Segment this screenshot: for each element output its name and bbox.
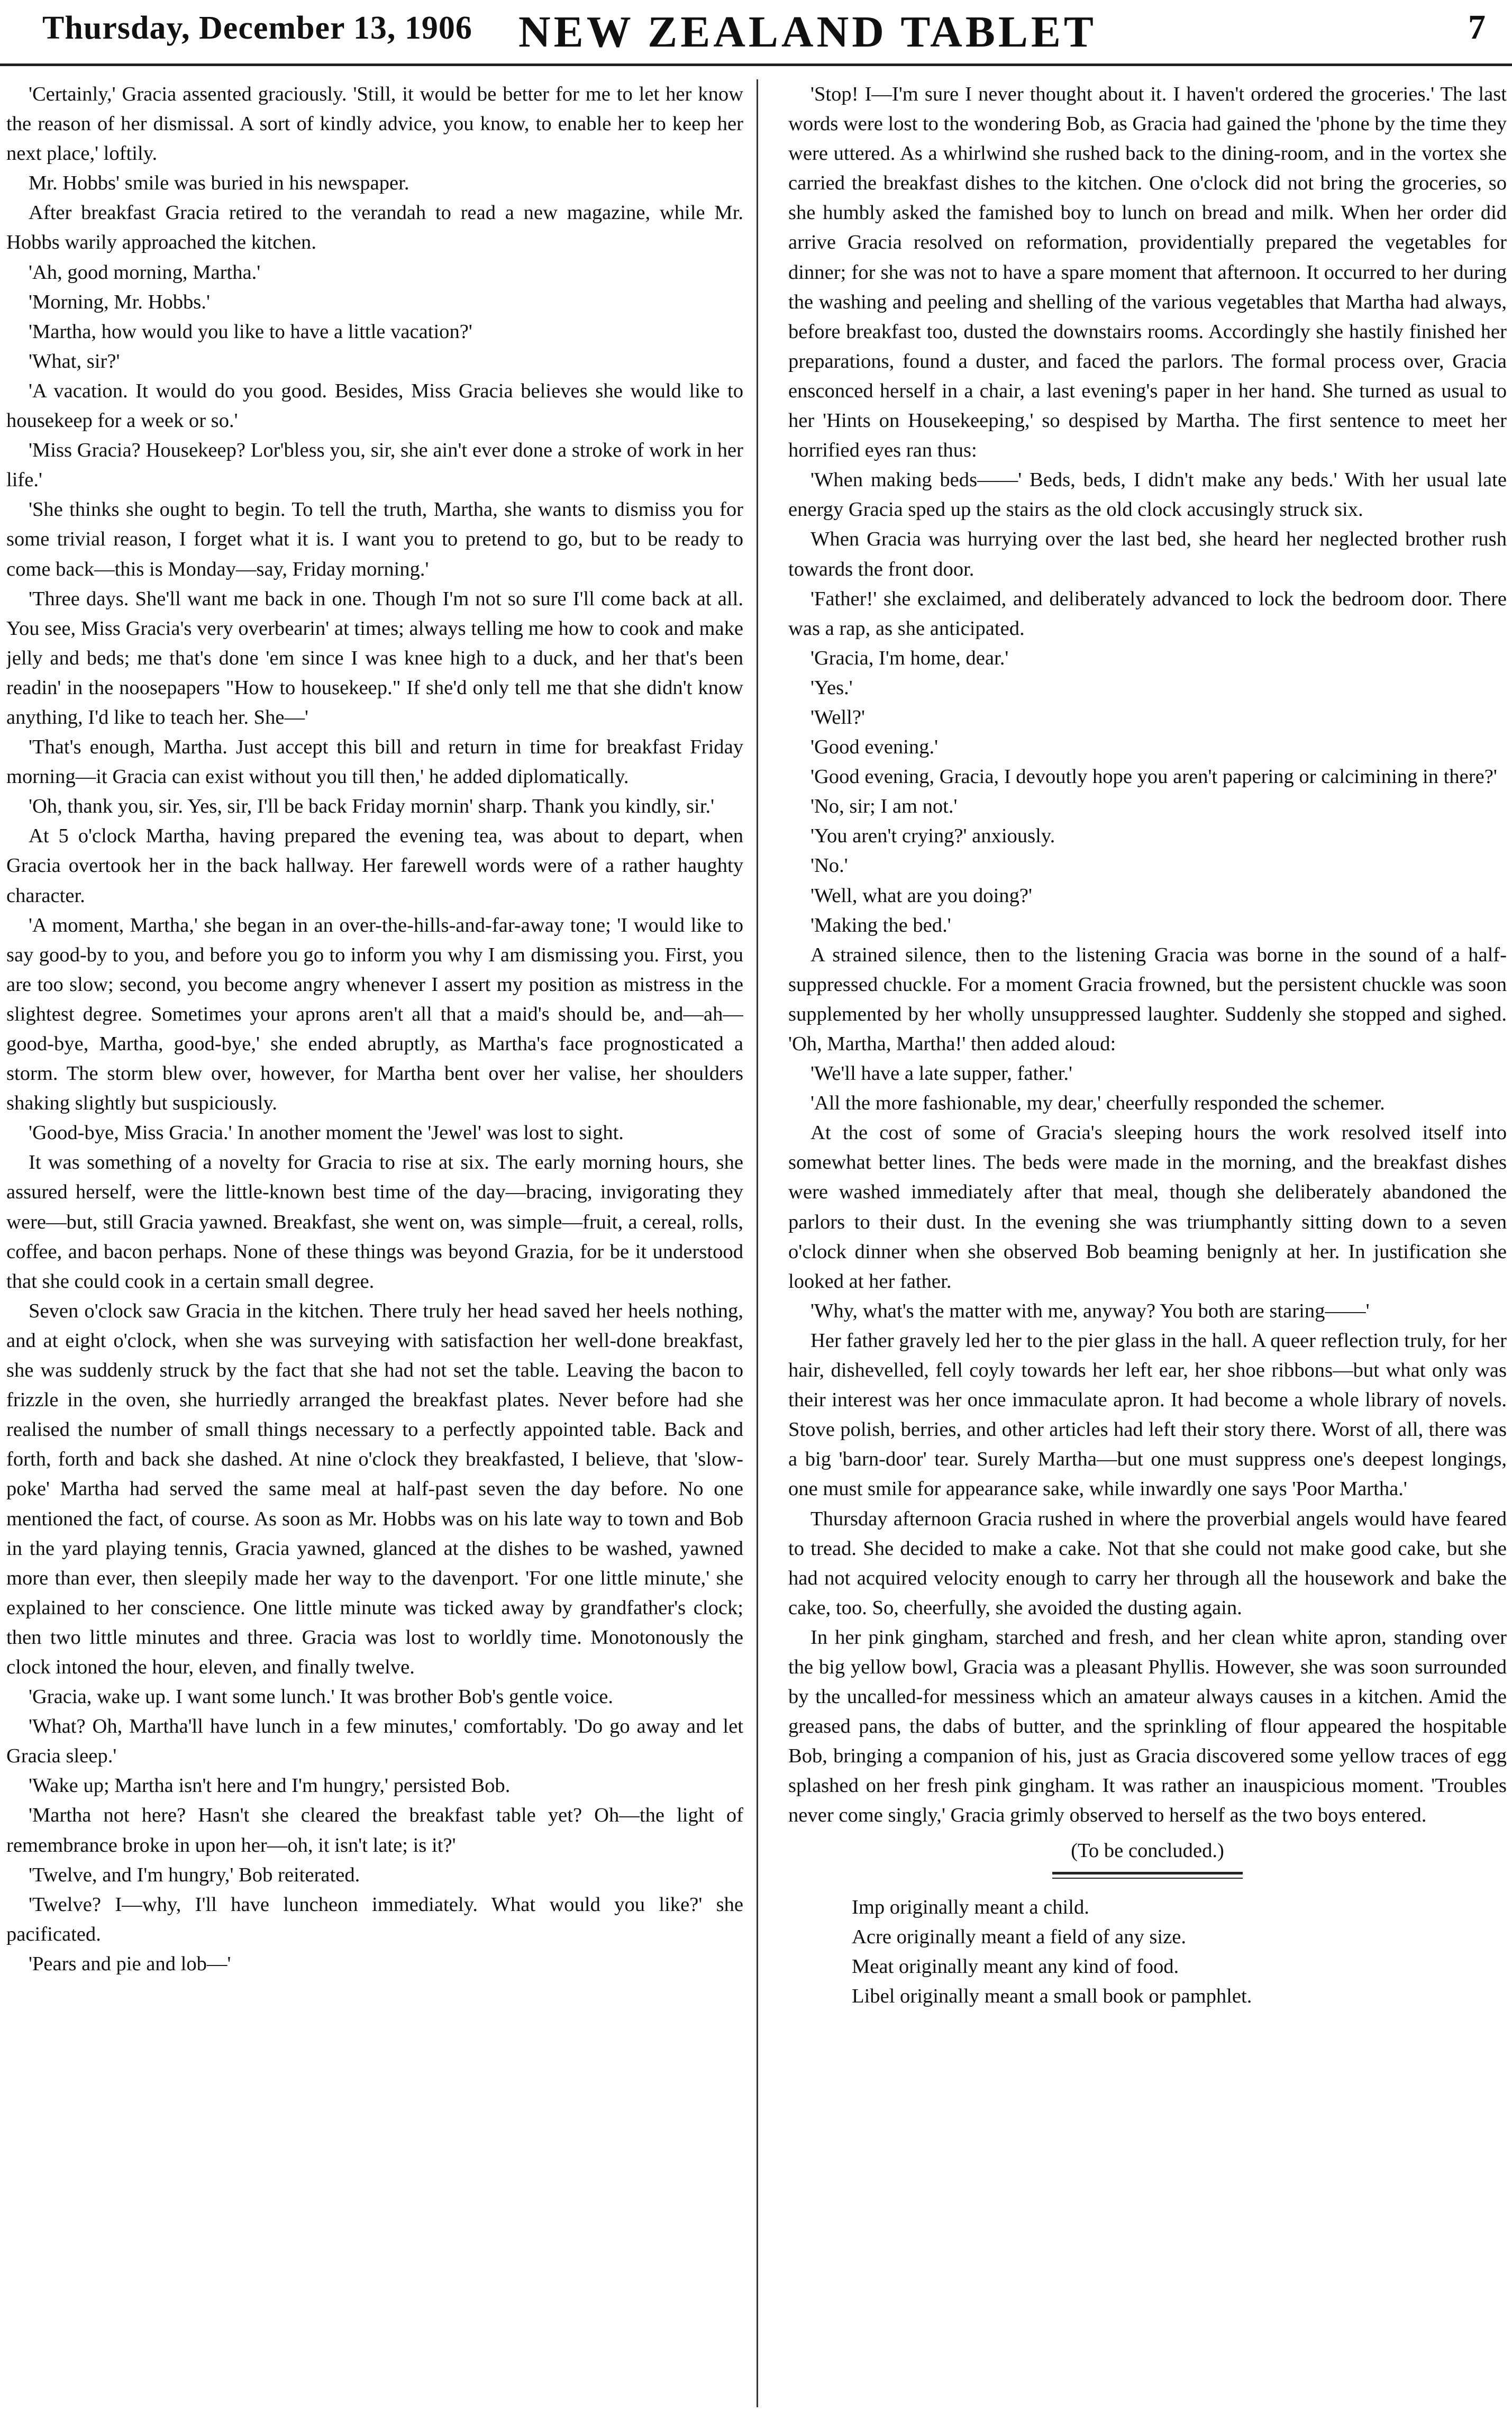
article-paragraph: 'Good-bye, Miss Gracia.' In another moment the 'Jewel' was lost to sight. <box>29 1122 624 1144</box>
article-paragraph: 'Good evening.' <box>810 736 939 759</box>
article-paragraph: When Gracia was hurrying over the last bed, she heard her neglected brother rush towards the front door. <box>788 528 1507 580</box>
to-be-concluded: (To be concluded.) <box>1071 1839 1224 1862</box>
article-paragraph: 'Twelve, and I'm hungry,' Bob reiterated. <box>29 1863 360 1886</box>
article-paragraph: 'Gracia, I'm home, dear.' <box>810 647 1009 669</box>
article-paragraph: 'What? Oh, Martha'll have lunch in a few minutes,' comfortably. 'Do go away and let Gracia sleep.' <box>6 1715 743 1768</box>
article-paragraph: 'Martha, how would you like to have a little vacation?' <box>29 320 472 343</box>
definition-line: Libel originally meant a small book or pamphlet. <box>852 1985 1252 2007</box>
article-paragraph: 'Well?' <box>810 706 865 729</box>
right-column-text <box>788 79 1507 1831</box>
article-paragraph: 'That's enough, Martha. Just accept this bill and return in time for breakfast Friday morning—it Gracia can exist without you till then,' he added diplomatically. <box>6 736 743 788</box>
article-paragraph: 'Well, what are you doing?' <box>810 884 1032 907</box>
article-paragraph: 'Wake up; Martha isn't here and I'm hungry,' persisted Bob. <box>29 1774 511 1797</box>
page-number: 7 <box>1468 8 1486 47</box>
article-paragraph: 'Yes.' <box>810 676 853 699</box>
article-paragraph: 'We'll have a late supper, father.' <box>810 1062 1072 1085</box>
article-paragraph: 'Gracia, wake up. I want some lunch.' It was brother Bob's gentle voice. <box>29 1686 613 1708</box>
article-paragraph: 'When making beds——' Beds, beds, I didn't make any beds.' With her usual late energy Gracia sped up the stairs as the old clock accusingly struck six. <box>788 469 1507 521</box>
article-paragraph: 'Morning, Mr. Hobbs.' <box>29 290 210 313</box>
article-paragraph: 'Oh, thank you, sir. Yes, sir, I'll be back Friday mornin' sharp. Thank you kindly, sir.' <box>29 795 715 818</box>
article-paragraph: 'Twelve? I—why, I'll have luncheon immediately. What would you like?' she pacificated. <box>6 1893 743 1945</box>
article-paragraph: 'Ah, good morning, Martha.' <box>29 261 261 284</box>
article-paragraph: 'All the more fashionable, my dear,' cheerfully responded the schemer. <box>810 1092 1385 1115</box>
article-paragraph: 'No, sir; I am not.' <box>810 795 958 818</box>
masthead-title: NEW ZEALAND TABLET <box>518 7 1097 57</box>
section-divider-rule <box>1052 1872 1243 1879</box>
article-paragraph: Mr. Hobbs' smile was buried in his newspaper. <box>29 172 409 195</box>
left-column <box>6 79 743 2410</box>
article-paragraph: After breakfast Gracia retired to the verandah to read a new magazine, while Mr. Hobbs warily approached the kitchen. <box>6 202 743 254</box>
definition-line: Acre originally meant a field of any size. <box>852 1925 1186 1948</box>
issue-date: Thursday, December 13, 1906 <box>42 10 472 46</box>
article-paragraph: 'Father!' she exclaimed, and deliberately advanced to lock the bedroom door. There was a rap, as she anticipated. <box>788 587 1507 640</box>
article-paragraph: 'Making the bed.' <box>810 914 951 936</box>
page-header <box>0 0 1512 66</box>
article-paragraph: A strained silence, then to the listening Gracia was borne in the sound of a half-suppressed chuckle. For a moment Gracia frowned, but the persistent chuckle was soon supplemented by her wholly unsuppressed laughter. Suddenly she stopped and sighed. 'Oh, Martha, Martha!' then added aloud: <box>788 943 1507 1055</box>
article-paragraph: 'She thinks she ought to begin. To tell the truth, Martha, she wants to dismiss you for some trivial reason, I forget what it is. I want you to pretend to go, but to be ready to come back—this is Monday—say, Friday morning.' <box>6 498 743 580</box>
article-paragraph: In her pink gingham, starched and fresh, and her clean white apron, standing over the big yellow bowl, Gracia was a pleasant Phyllis. However, she was soon surrounded by the uncalled-for messiness which an amateur always causes in a kitchen. Amid the greased pans, the dabs of butter, and the sprinkling of flour appeared the hospitable Bob, bringing a companion of his, just as Gracia discovered some yellow traces of egg splashed on her fresh pink gingham. It was rather an inauspicious moment. 'Troubles never come singly,' Gracia grimly observed to herself as the two boys entered. <box>788 1626 1507 1827</box>
article-paragraph: At 5 o'clock Martha, having prepared the evening tea, was about to depart, when Gracia overtook her in the back hallway. Her farewell words were of a rather haughty character. <box>6 825 743 907</box>
right-column <box>788 79 1507 2410</box>
article-paragraph: 'Stop! I—I'm sure I never thought about it. I haven't ordered the groceries.' The last words were lost to the wondering Bob, as Gracia had gained the 'phone by the time they were uttered. As a whirlwind she rushed back to the dining-room, and in the vortex she carried the breakfast dishes to the kitchen. One o'clock did not bring the groceries, so she humbly asked the famished boy to lunch on bread and milk. When her order did arrive Gracia resolved on reformation, providentially prepared the vegetables for dinner; for she was not to have a spare moment that afternoon. It occurred to her during the washing and peeling and shelling of the various vegetables that Martha had always, before breakfast too, dusted the downstairs rooms. Accordingly she hastily finished her preparations, found a duster, and faced the parlors. The formal process over, Gracia ensconced herself in a chair, a last evening's paper in her hand. She turned as usual to her 'Hints on Housekeeping,' so despised by Martha. The first sentence to meet her horrified eyes ran thus: <box>788 83 1507 462</box>
column-divider <box>757 79 758 2407</box>
article-paragraph: It was something of a novelty for Gracia to rise at six. The early morning hours, she assured herself, were the little-known best time of the day—bracing, invigorating they were—but, still Gracia yawned. Breakfast, she went on, was simple—fruit, a cereal, rolls, coffee, and bacon perhaps. None of these things was beyond Grazia, for be it understood that she could cook in a certain small degree. <box>6 1151 743 1293</box>
article-paragraph: 'What, sir?' <box>29 350 120 372</box>
word-origins-list <box>788 1892 1507 2011</box>
article-paragraph: Her father gravely led her to the pier glass in the hall. A queer reflection truly, for her hair, dishevelled, fell coyly towards her left ear, her shoe ribbons—but what only was their interest was her once immaculate apron. It had become a whole library of novels. Stove polish, berries, and other articles had left their story there. Worst of all, there was a big 'barn-door' tear. Surely Martha—but one must suppress one's deepest longings, one must smile for appearance sake, while inwardly one says 'Poor Martha.' <box>788 1329 1507 1500</box>
article-paragraph: 'Martha not here? Hasn't she cleared the breakfast table yet? Oh—the light of remembrance broke in upon her—oh, it isn't late; is it?' <box>6 1804 743 1856</box>
article-paragraph: 'Good evening, Gracia, I devoutly hope you aren't papering or calcimining in there?' <box>810 766 1497 788</box>
article-paragraph: 'Certainly,' Gracia assented graciously. 'Still, it would be better for me to let her know the reason of her dismissal. A sort of kindly advice, you know, to enable her to keep her next place,' loftily. <box>6 83 743 165</box>
article-paragraph: 'You aren't crying?' anxiously. <box>810 825 1055 848</box>
article-paragraph: 'Miss Gracia? Housekeep? Lor'bless you, sir, she ain't ever done a stroke of work in her life.' <box>6 439 743 492</box>
article-paragraph: 'No.' <box>810 854 848 877</box>
article-paragraph: 'Why, what's the matter with me, anyway? You both are staring——' <box>810 1299 1370 1322</box>
article-paragraph: At the cost of some of Gracia's sleeping hours the work resolved itself into somewhat better lines. The beds were made in the morning, and the breakfast dishes were washed immediately after that meal, though she deliberately abandoned the parlors to their dust. In the evening she was triumphantly sitting down to a seven o'clock dinner when she observed Bob beaming benignly at her. In justification she looked at her father. <box>788 1122 1507 1293</box>
article-paragraph: 'A vacation. It would do you good. Besides, Miss Gracia believes she would like to housekeep for a week or so.' <box>6 379 743 432</box>
article-paragraph: 'A moment, Martha,' she began in an over-the-hills-and-far-away tone; 'I would like to say good-by to you, and before you go to inform you why I am dismissing you. First, you are too slow; second, you become angry whenever I assert my position as mistress in the slightest degree. Sometimes your aprons aren't all that a maid's should be, and—ah—good-bye, Martha, good-bye,' she ended abruptly, as Martha's face prognosticated a storm. The storm blew over, however, for Martha bent over her valise, her shoulders shaking slightly but suspiciously. <box>6 914 743 1115</box>
article-paragraph: 'Three days. She'll want me back in one. Though I'm not so sure I'll come back at all. You see, Miss Gracia's very overbearin' at times; always telling me how to cook and make jelly and beds; me that's done 'em since I was knee high to a duck, and her that's been readin' in the noosepapers "How to housekeep." If she'd only tell me that she didn't know anything, I'd like to teach her. She—' <box>6 587 743 729</box>
definition-line: Imp originally meant a child. <box>852 1896 1089 1918</box>
definition-line: Meat originally meant any kind of food. <box>852 1955 1179 1978</box>
article-paragraph: Thursday afternoon Gracia rushed in where the proverbial angels would have feared to tread. She decided to make a cake. Not that she could not make good cake, but she had not acquired velocity enough to carry her through all the housework and bake the cake, too. So, cheerfully, she avoided the dusting again. <box>788 1507 1507 1619</box>
article-paragraph: Seven o'clock saw Gracia in the kitchen. There truly her head saved her heels nothing, and at eight o'clock, when she was surveying with satisfaction her well-done breakfast, she was suddenly struck by the fact that she had not set the table. Leaving the bacon to frizzle in the oven, she hurriedly arranged the breakfast plates. Never before had she realised the number of small things necessary to a perfectly appointed table. Back and forth, forth and back she dashed. At nine o'clock they breakfasted, I believe, that 'slow-poke' Martha had served the same meal at half-past seven the day before. No one mentioned the fact, of course. As soon as Mr. Hobbs was on his late way to town and Bob in the yard playing tennis, Gracia yawned, glanced at the dishes to be washed, yawned more than ever, then sleepily made her way to the davenport. 'For one little minute,' she explained to her conscience. One little minute was ticked away by grandfather's clock; then two little minutes and three. Gracia was lost to worldly time. Monotonously the clock intoned the hour, eleven, and finally twelve. <box>6 1299 743 1678</box>
article-paragraph: 'Pears and pie and lob—' <box>29 1952 231 1975</box>
